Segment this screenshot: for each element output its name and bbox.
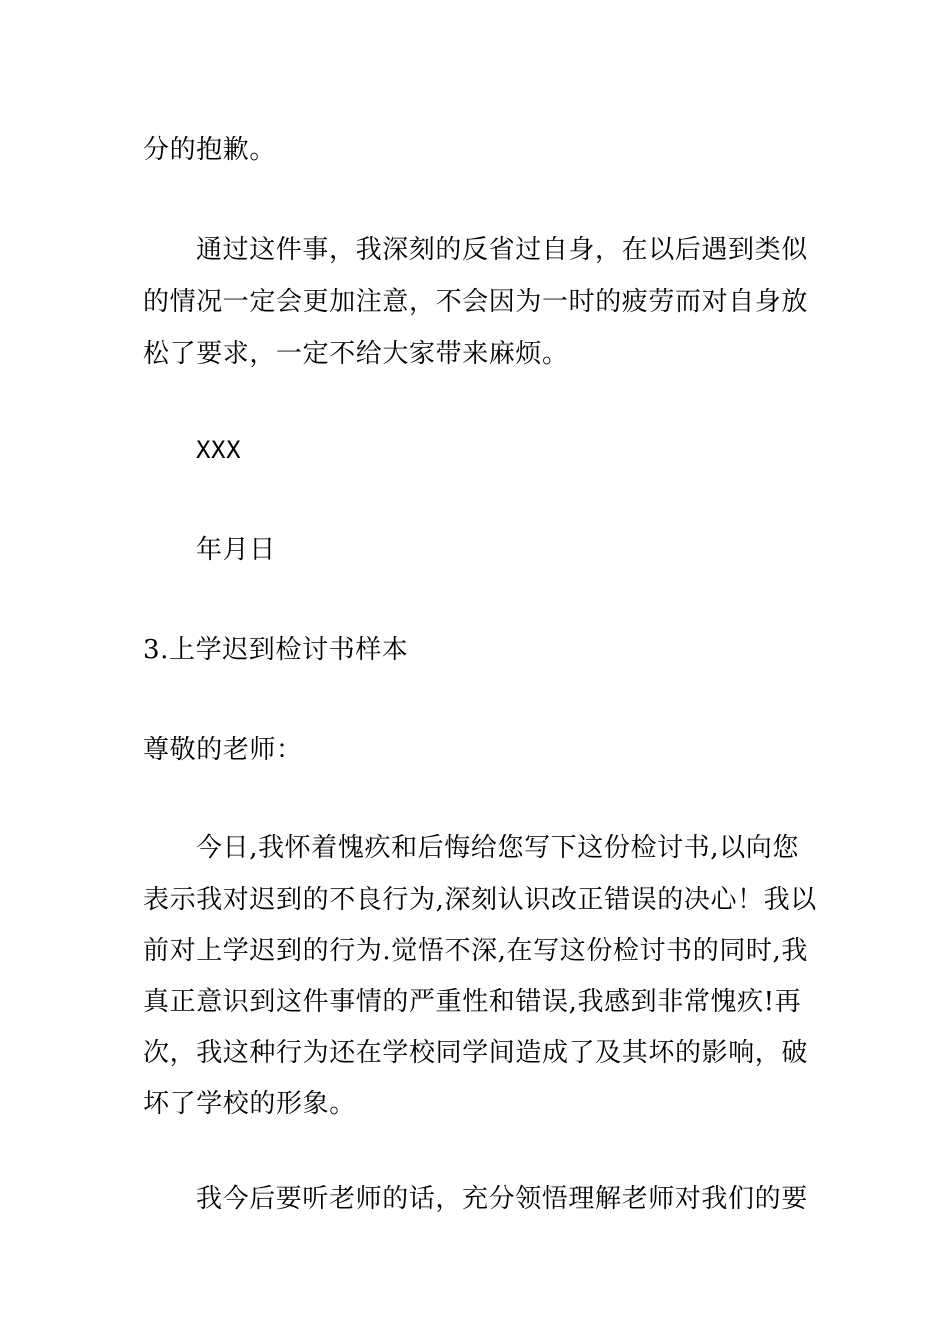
paragraph-line: 今日,我怀着愧疚和后悔给您写下这份检讨书,以向您	[196, 833, 799, 863]
paragraph-line: 我今后要听老师的话，充分领悟理解老师对我们的要	[196, 1184, 808, 1214]
paragraph-line: 分的抱歉。	[143, 135, 277, 165]
section-heading: 3.上学迟到检讨书样本	[143, 635, 409, 665]
paragraph-line: 表示我对迟到的不良行为,深刻认识改正错误的决心！我以	[143, 885, 817, 915]
paragraph-line: 通过这件事，我深刻的反省过自身，在以后遇到类似	[196, 235, 808, 265]
paragraph-line: 真正意识到这件事情的严重性和错误,我感到非常愧疚!再	[143, 987, 802, 1017]
date-line: 年月日	[196, 535, 276, 565]
paragraph-line: 次，我这种行为还在学校同学间造成了及其坏的影响，破	[143, 1038, 809, 1068]
signature: XXX	[196, 436, 242, 464]
salutation: 尊敬的老师：	[143, 735, 303, 765]
paragraph-line: 坏了学校的形象。	[143, 1089, 356, 1119]
paragraph-line: 前对上学迟到的行为.觉悟不深,在写这份检讨书的同时,我	[143, 936, 808, 966]
paragraph-line: 松了要求，一定不给大家带来麻烦。	[143, 339, 569, 369]
paragraph-line: 的情况一定会更加注意，不会因为一时的疲劳而对自身放	[143, 287, 809, 317]
